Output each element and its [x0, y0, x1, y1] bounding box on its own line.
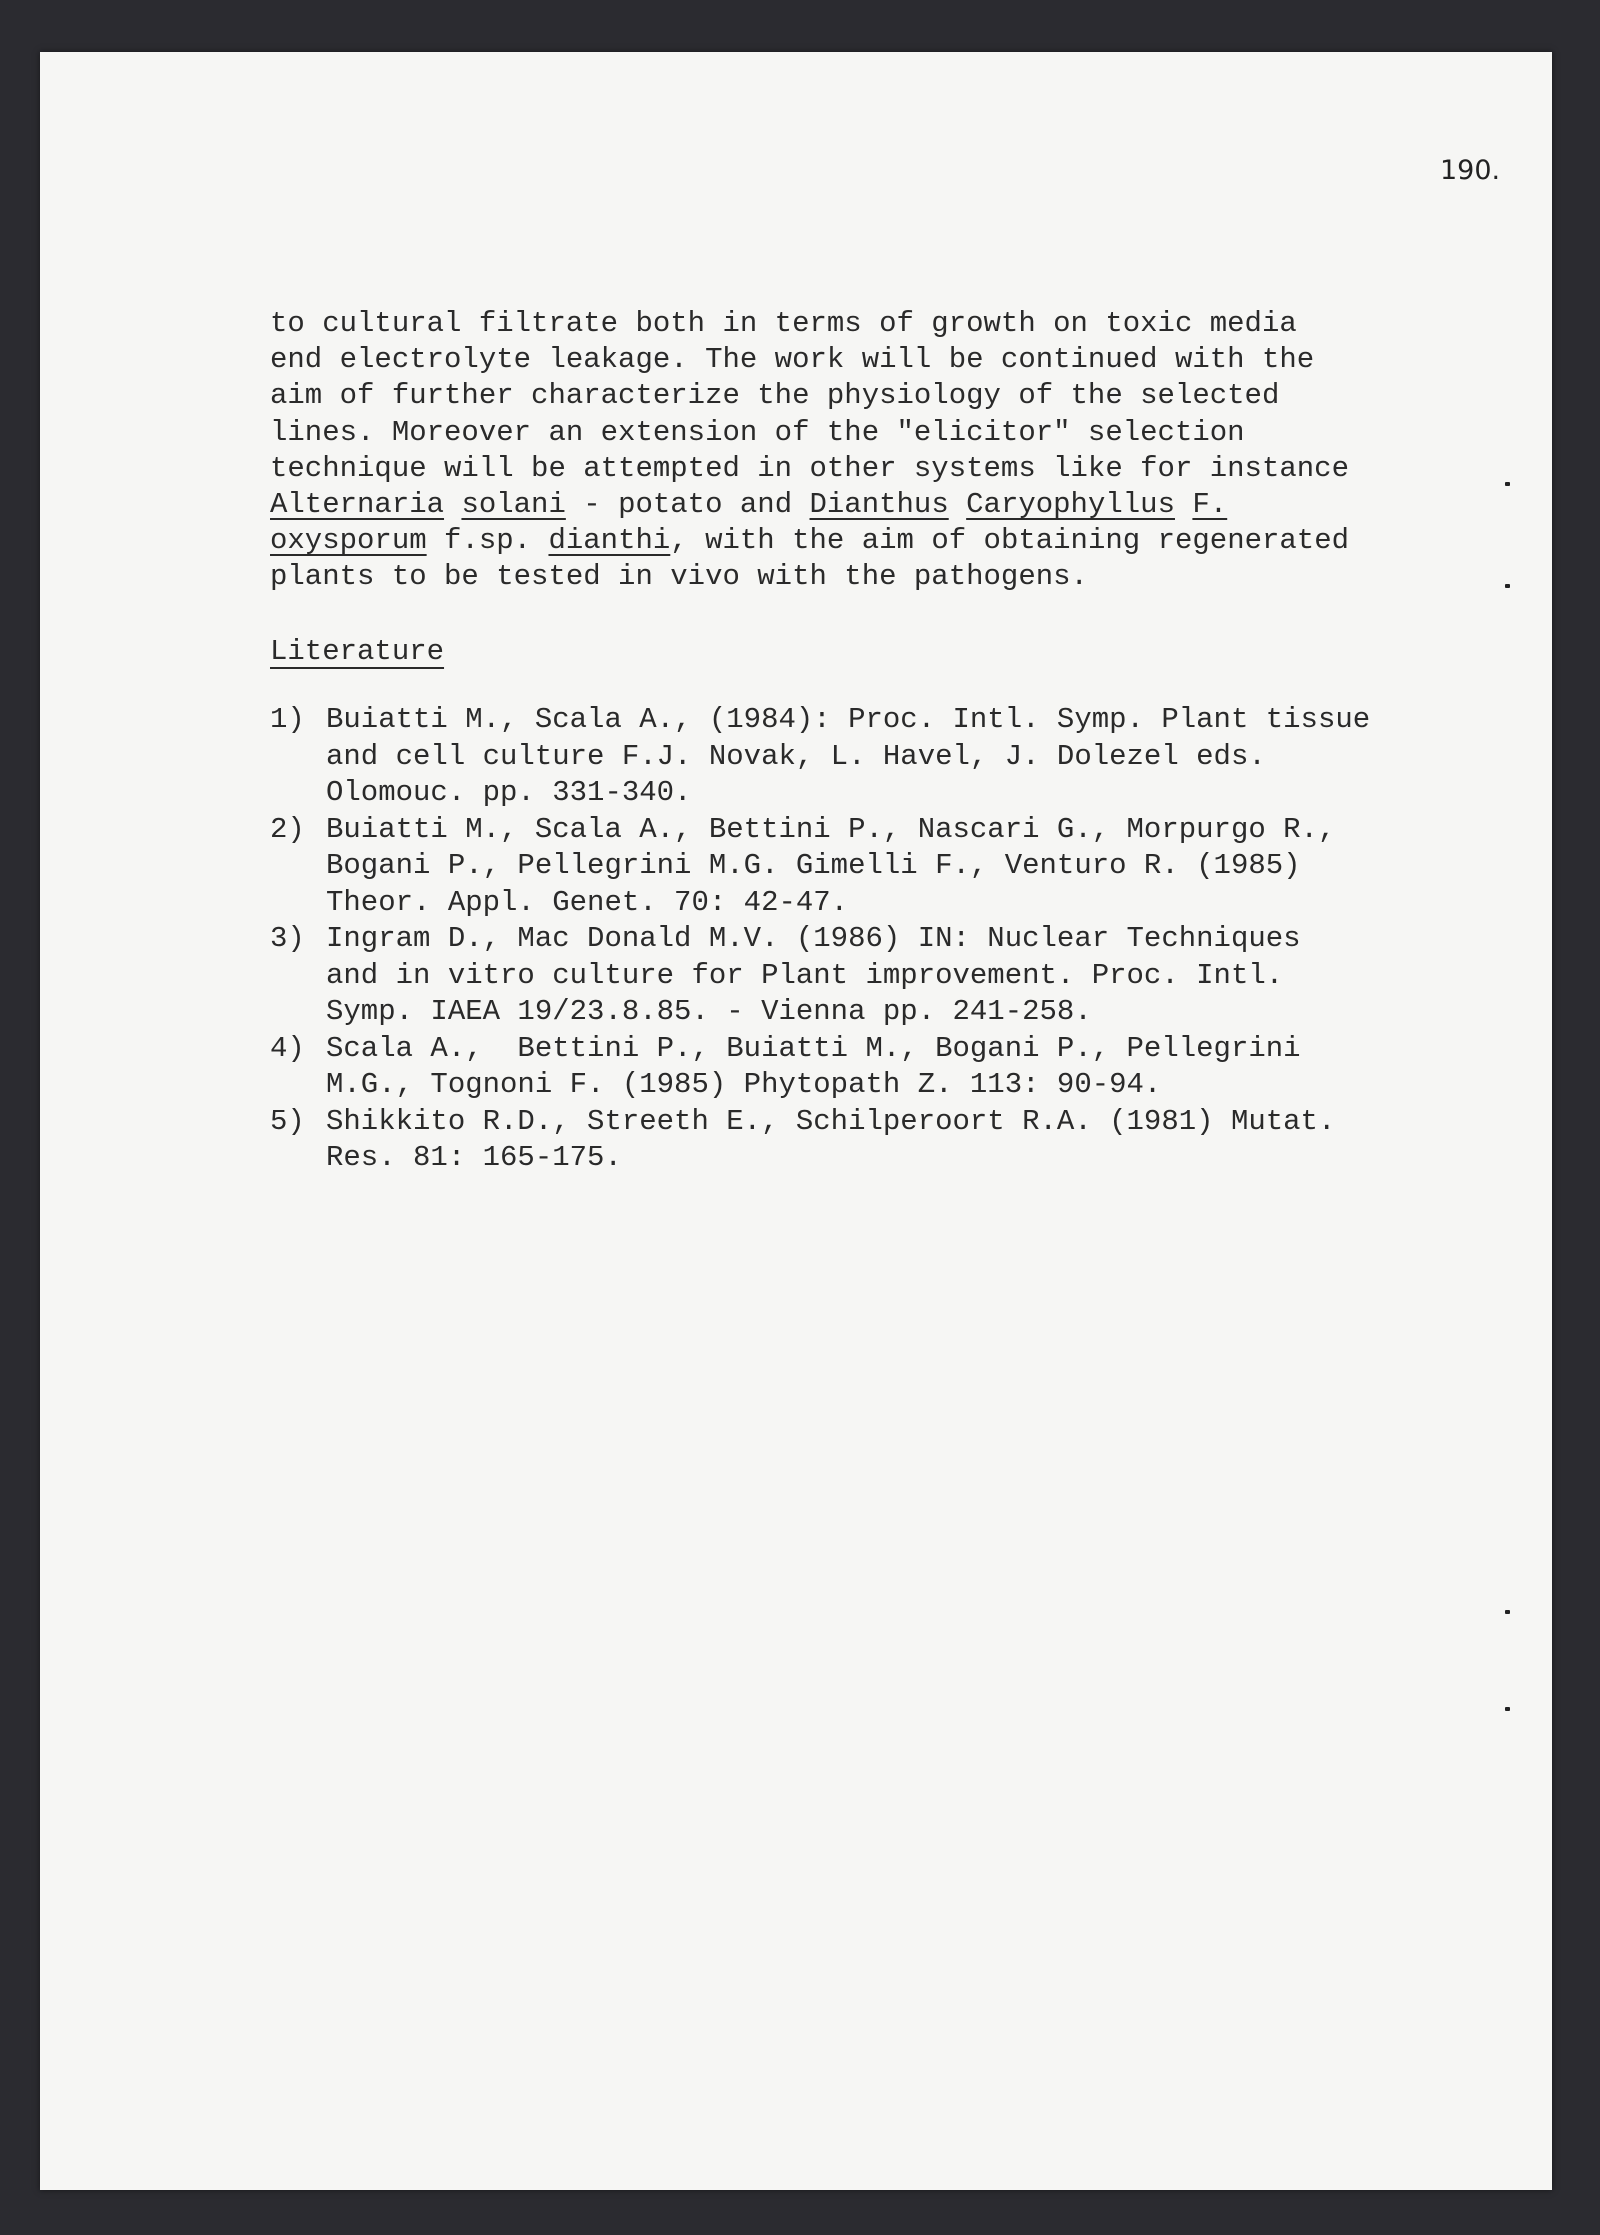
- text-run: - potato and: [565, 487, 810, 521]
- reference-text: [326, 1104, 1335, 1177]
- text-run: [949, 488, 966, 521]
- reference-number: 5): [270, 1104, 305, 1138]
- reference-text: [326, 812, 1335, 922]
- text-run: technique will be attempted in other systems like for instance: [270, 451, 1349, 485]
- margin-mark: [1505, 1610, 1510, 1614]
- reference-number: 3): [270, 922, 305, 955]
- text-run: aim of further characterize the physiology of the selected: [270, 379, 1280, 413]
- reference-item: [270, 1031, 1470, 1104]
- reference-number: 1): [270, 703, 305, 736]
- text-run: [1175, 488, 1192, 521]
- reference-text: [326, 921, 1301, 1031]
- underlined-term: Alternaria: [270, 487, 445, 521]
- reference-line: M.G., Tognoni F. (1985) Phytopath Z. 113: 90-94.: [326, 1068, 1162, 1101]
- reference-number: 2): [270, 812, 305, 846]
- margin-mark: [1505, 482, 1510, 486]
- body-line: [270, 487, 1450, 523]
- text-run: end electrolyte leakage. The work will be continued with the: [270, 343, 1315, 377]
- underlined-term: Caryophyllus: [966, 487, 1175, 521]
- body-line: [270, 523, 1450, 559]
- page-number: 190.: [1440, 155, 1501, 186]
- reference-line: Bogani P., Pellegrini M.G. Gimelli F., Venturo R. (1985): [326, 849, 1301, 882]
- literature-heading: Literature: [270, 635, 445, 668]
- reference-item: [270, 702, 1470, 812]
- reference-line: Buiatti M., Scala A., Bettini P., Nascari G., Morpurgo R.,: [326, 812, 1336, 846]
- body-paragraph: [270, 306, 1450, 596]
- underlined-term: solani: [461, 487, 566, 521]
- reference-line: Olomouc. pp. 331-340.: [326, 776, 692, 809]
- body-line: [270, 559, 1450, 595]
- reference-item: [270, 812, 1470, 922]
- text-run: lines. Moreover an extension of the "elicitor" selection: [270, 415, 1245, 449]
- reference-item: [270, 921, 1470, 1031]
- text-run: plants to be tested in vivo with the pathogens.: [270, 560, 1088, 594]
- text-run: to cultural filtrate both in terms of growth on toxic media: [270, 307, 1297, 340]
- body-line: [270, 415, 1450, 451]
- reference-number: 4): [270, 1031, 305, 1065]
- document-page: [40, 52, 1552, 2190]
- underlined-term: dianthi: [548, 524, 671, 558]
- body-line: [270, 378, 1450, 414]
- underlined-term: F.: [1192, 487, 1228, 521]
- reference-line: and in vitro culture for Plant improvement. Proc. Intl.: [326, 958, 1284, 992]
- reference-line: Symp. IAEA 19/23.8.85. - Vienna pp. 241-258.: [326, 995, 1092, 1028]
- underlined-term: Dianthus: [809, 487, 949, 521]
- reference-line: Scala A., Bettini P., Buiatti M., Bogani P., Pellegrini: [326, 1031, 1301, 1065]
- reference-item: [270, 1104, 1470, 1177]
- reference-line: Buiatti M., Scala A., (1984): Proc. Intl. Symp. Plant tissue: [326, 703, 1371, 736]
- text-run: , with the aim of obtaining regenerated: [670, 524, 1350, 558]
- text-run: f.sp.: [426, 524, 549, 558]
- underlined-term: oxysporum: [270, 524, 427, 558]
- text-run: [444, 488, 461, 521]
- body-line: [270, 306, 1450, 342]
- reference-line: and cell culture F.J. Novak, L. Havel, J. Dolezel eds.: [326, 739, 1266, 773]
- reference-text: [326, 1031, 1301, 1104]
- reference-line: Ingram D., Mac Donald M.V. (1986) IN: Nuclear Techniques: [326, 922, 1301, 955]
- margin-mark: [1505, 584, 1510, 588]
- body-line: [270, 451, 1450, 487]
- body-line: [270, 342, 1450, 378]
- reference-line: Theor. Appl. Genet. 70: 42-47.: [326, 885, 849, 919]
- reference-line: Shikkito R.D., Streeth E., Schilperoort R.A. (1981) Mutat.: [326, 1104, 1336, 1138]
- reference-list: [270, 702, 1470, 1177]
- reference-text: [326, 702, 1370, 812]
- margin-mark: [1505, 1707, 1510, 1711]
- reference-line: Res. 81: 165-175.: [326, 1141, 622, 1174]
